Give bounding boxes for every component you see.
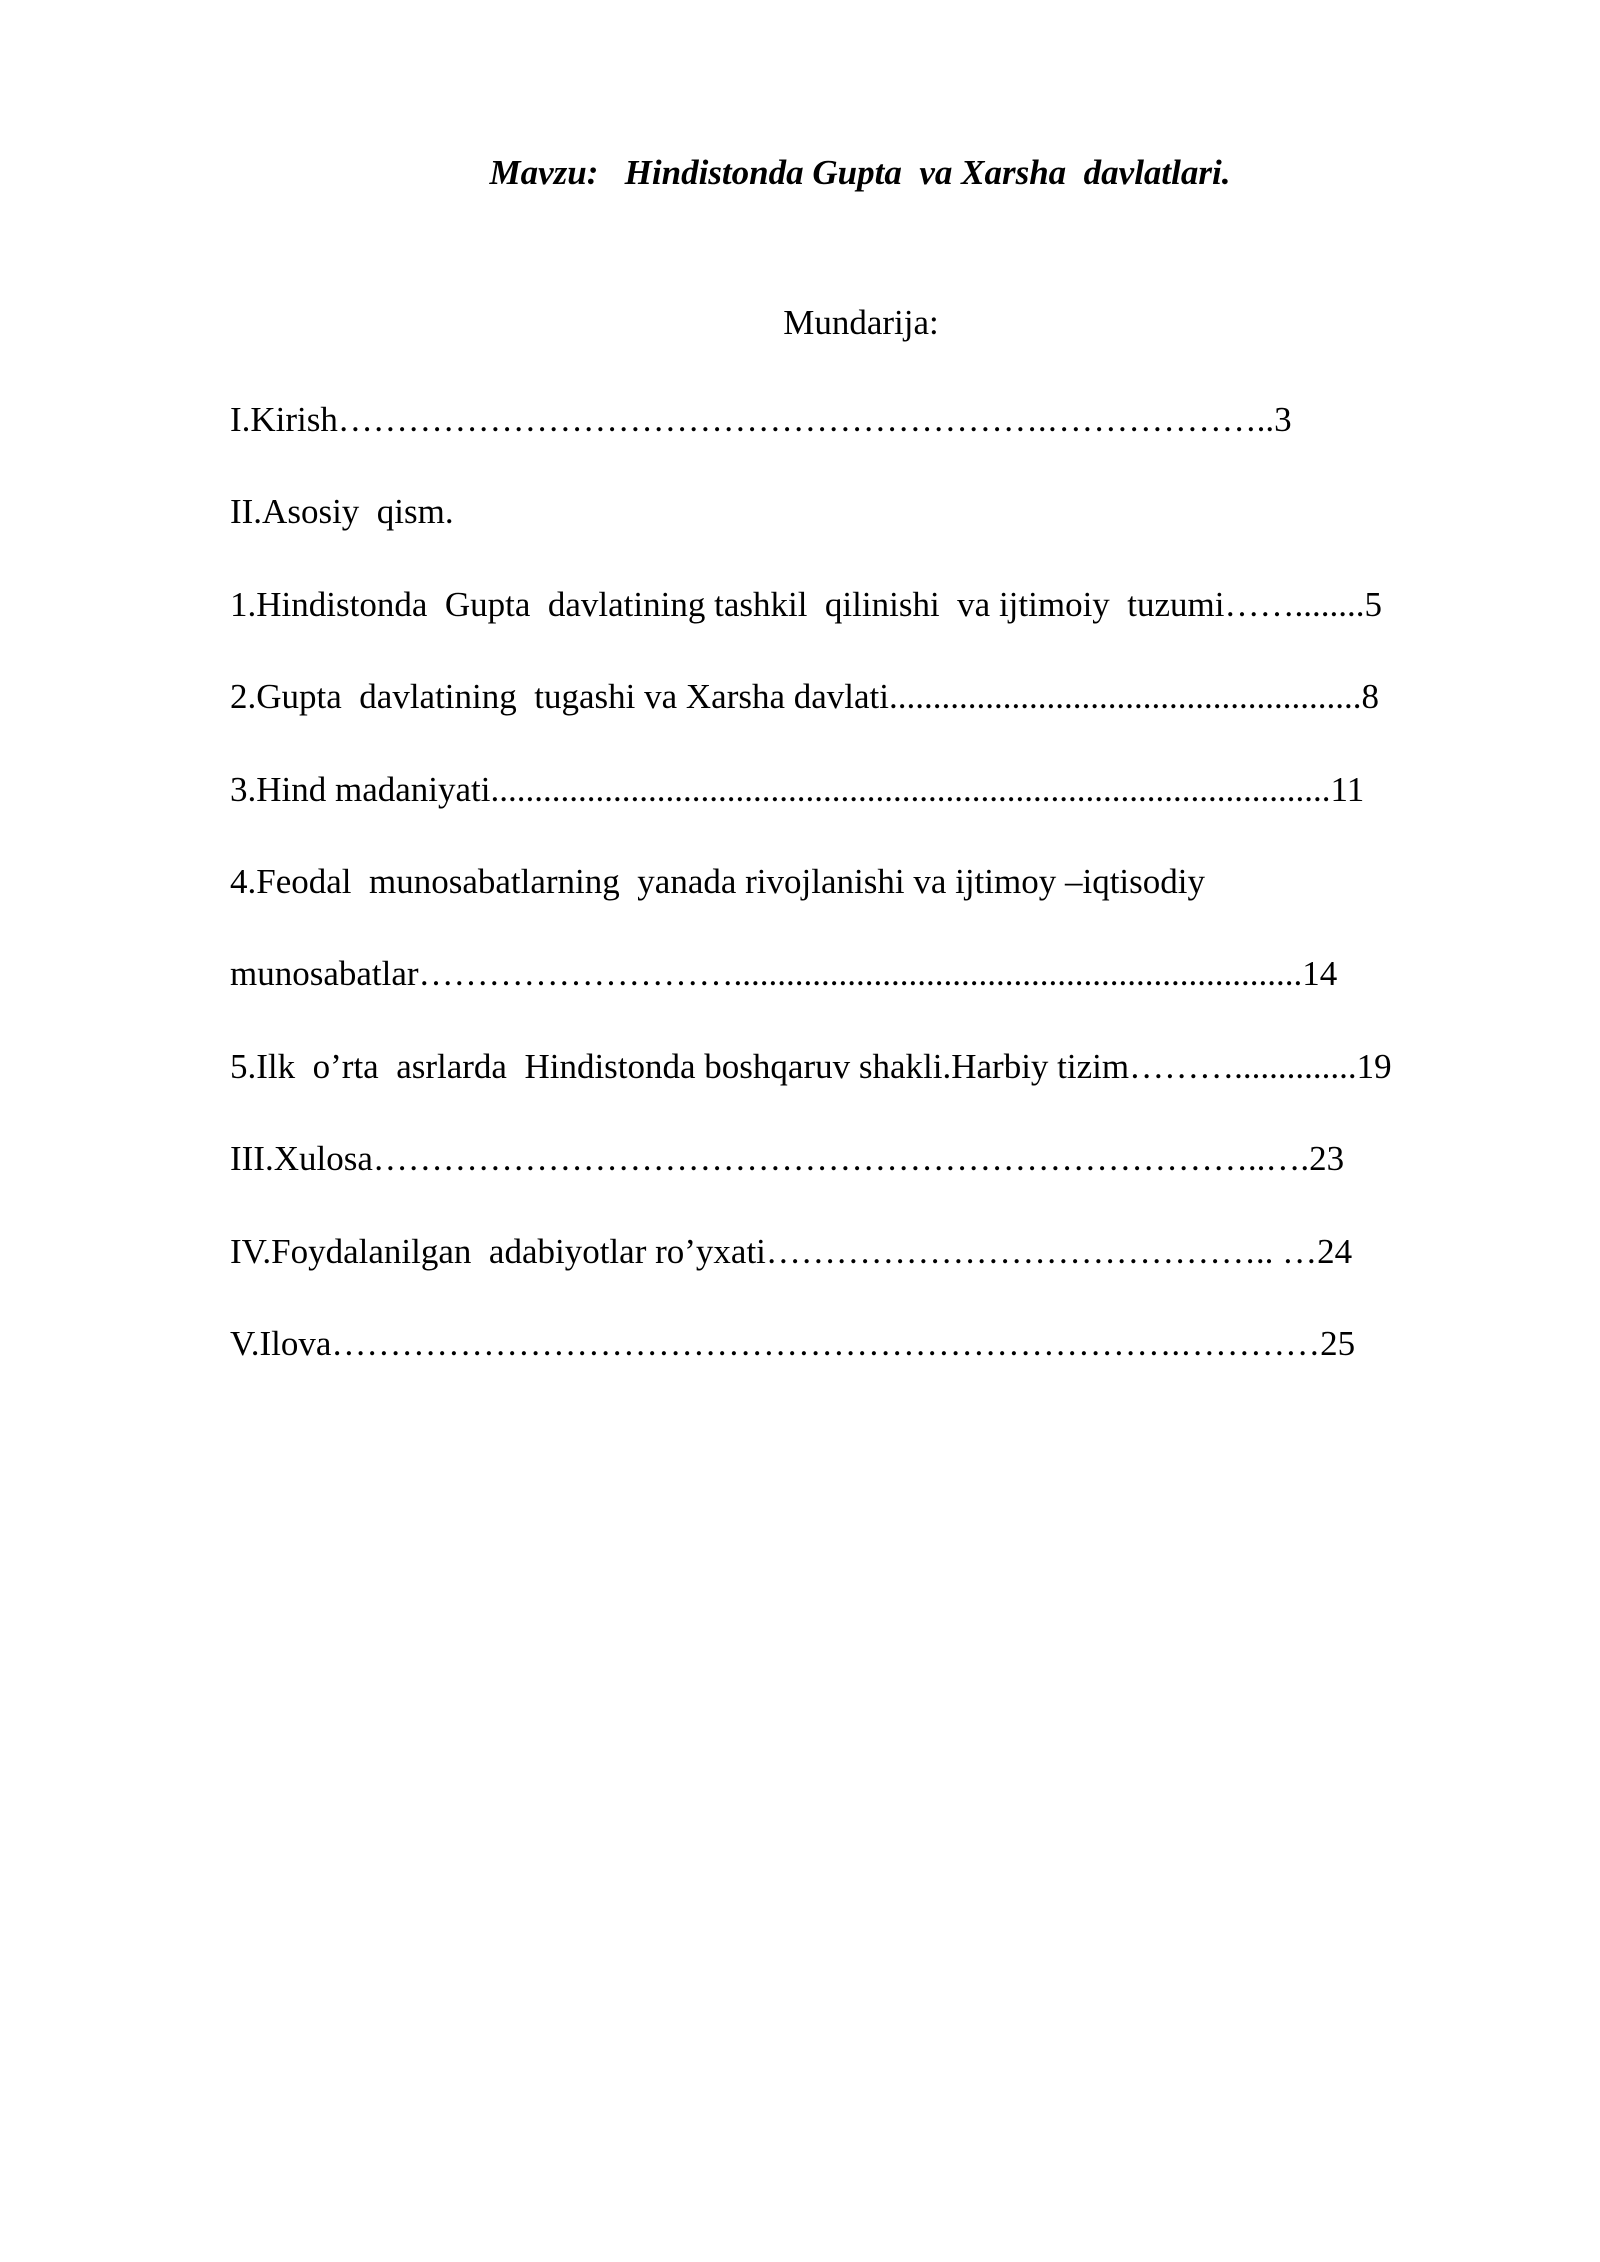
toc-entry-bibliography: IV.Foydalanilgan adabiyotlar ro’yxati…………………………………….. …24: [230, 1231, 1353, 1271]
toc-entry-conclusion: III.Xulosa…………………………………………………………………..….23: [230, 1139, 1345, 1179]
table-of-contents: [230, 394, 1490, 1410]
toc-entry-section-4-line-1: 4.Feodal munosabatlarning yanada rivojlanishi va ijtimoy –iqtisodiy: [230, 861, 1205, 901]
toc-entry-appendix: V.Ilova……………………………………………………………….…………25: [230, 1323, 1356, 1363]
toc-entry-section-5: 5.Ilk o’rta asrlarda Hindistonda boshqaruv shakli.Harbiy tizim………..............19: [230, 1046, 1392, 1086]
toc-heading: Mundarija:: [783, 303, 939, 342]
toc-entry-section-3: 3.Hind madaniyati................................................................................................11: [230, 769, 1365, 809]
toc-entry-section-1: 1.Hindistonda Gupta davlatining tashkil qilinishi va ijtimoiy tuzumi……........5: [230, 584, 1383, 624]
toc-entry-section-2: 2.Gupta davlatining tugashi va Xarsha davlati......................................................8: [230, 677, 1380, 717]
document-title: Mavzu: Hindistonda Gupta va Xarsha davlatlari.: [489, 153, 1231, 192]
toc-entry-section-4-line-2: munosabatlar……………………….................................................................14: [230, 954, 1338, 994]
toc-entry-main-part: II.Asosiy qism.: [230, 492, 454, 532]
toc-entry-introduction: I.Kirish…………………………………………………….………………..3: [230, 400, 1292, 439]
